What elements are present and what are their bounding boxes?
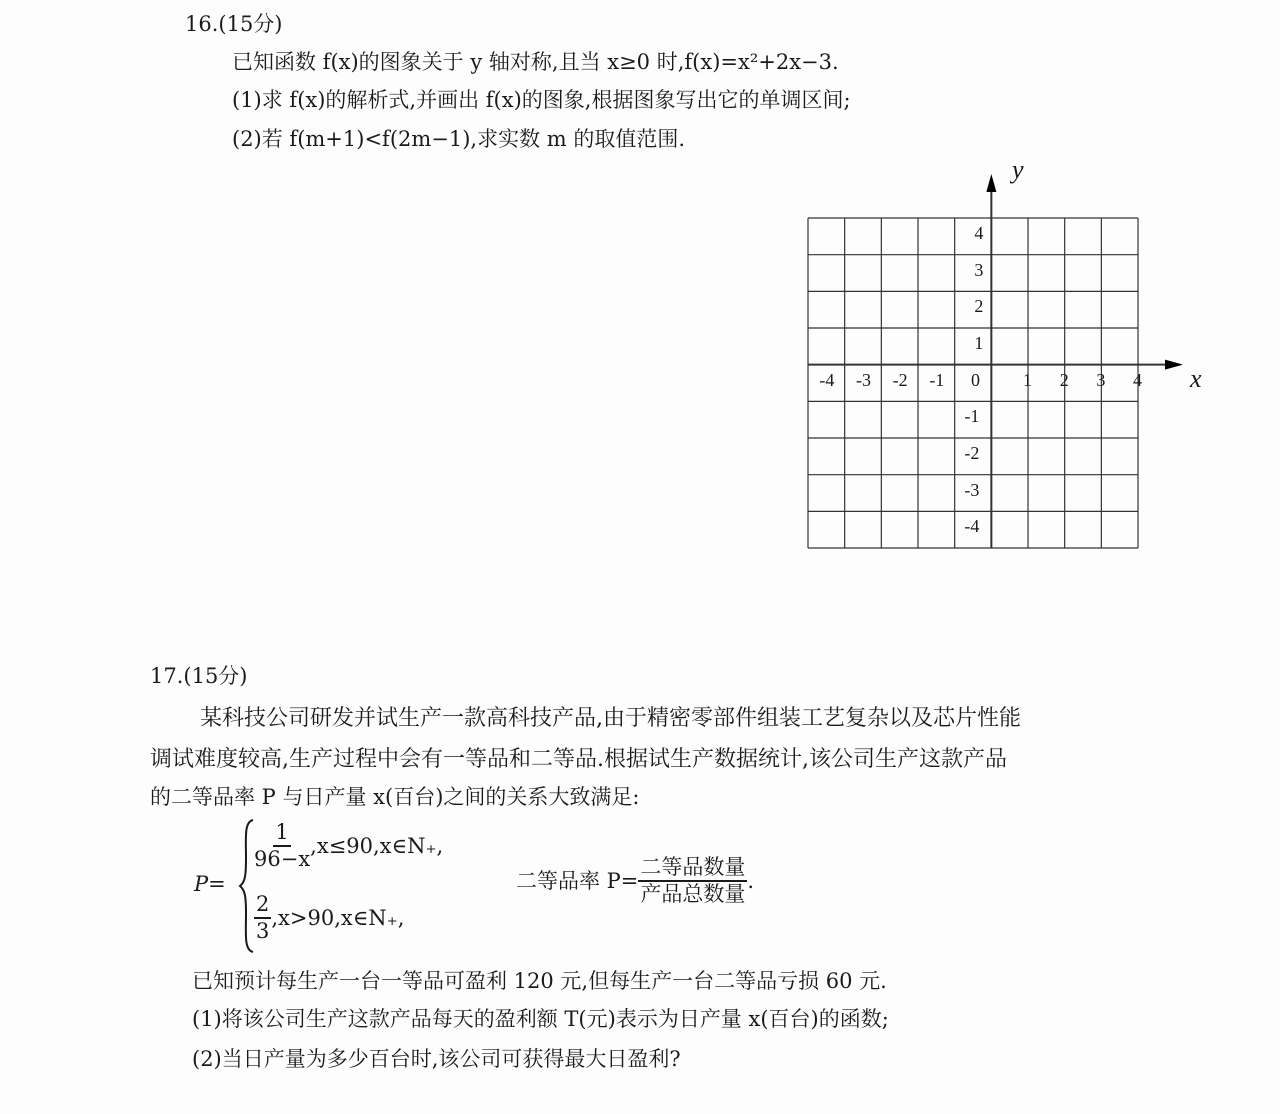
q16-number: 16.(15分) bbox=[185, 12, 283, 36]
q16-part2: (2)若 f(m+1)<f(2m−1),求实数 m 的取值范围. bbox=[232, 127, 686, 151]
y-tick-label: 3 bbox=[974, 259, 984, 280]
q17-number: 17.(15分) bbox=[150, 664, 248, 688]
y-tick-label: 1 bbox=[974, 333, 984, 353]
y-axis-label: y bbox=[1012, 155, 1024, 184]
x-tick-label: 1 bbox=[1023, 369, 1033, 390]
x-axis-arrow-icon bbox=[1165, 360, 1183, 370]
case-2 bbox=[254, 894, 404, 942]
y-axis-arrow-icon bbox=[986, 174, 996, 192]
case1-denominator: 96−x bbox=[254, 847, 311, 871]
q17-part1: (1)将该公司生产这款产品每天的盈利额 T(元)表示为日产量 x(百台)的函数; bbox=[192, 1007, 889, 1031]
origin-label: 0 bbox=[971, 370, 980, 390]
formula-lhs: P= bbox=[194, 872, 226, 896]
q17-line4: 已知预计每生产一台一等品可盈利 120 元,但每生产一台二等品亏损 60 元. bbox=[192, 969, 887, 993]
q17-part2: (2)当日产量为多少百台时,该公司可获得最大日盈利? bbox=[192, 1047, 681, 1071]
rate-label: 二等品率 P= bbox=[516, 868, 639, 893]
q16-part1: (1)求 f(x)的解析式,并画出 f(x)的图象,根据图象写出它的单调区间; bbox=[232, 88, 851, 112]
rate-numerator: 二等品数量 bbox=[638, 857, 747, 882]
case2-numerator: 2 bbox=[254, 894, 271, 919]
x-tick-label: -2 bbox=[892, 369, 908, 390]
x-tick-label: 4 bbox=[1133, 369, 1143, 390]
x-tick-label: -3 bbox=[856, 369, 871, 390]
case1-numerator: 1 bbox=[273, 822, 290, 847]
case2-denominator: 3 bbox=[256, 919, 270, 943]
rate-period: . bbox=[747, 868, 755, 893]
q17-line3: 的二等品率 P 与日产量 x(百台)之间的关系大致满足: bbox=[150, 785, 640, 809]
x-axis-label: x bbox=[1190, 364, 1202, 393]
y-tick-label: 2 bbox=[974, 296, 984, 317]
x-tick-label: 3 bbox=[1096, 369, 1106, 390]
x-tick-label: -1 bbox=[929, 369, 945, 390]
case1-condition: ,x≤90,x∈N₊, bbox=[310, 833, 444, 858]
x-tick-label: -4 bbox=[819, 369, 835, 390]
y-tick-label: -3 bbox=[964, 479, 980, 500]
case2-condition: ,x>90,x∈N₊, bbox=[271, 905, 405, 930]
case-1 bbox=[254, 822, 443, 870]
y-tick-label: 4 bbox=[974, 223, 984, 243]
y-tick-label: -1 bbox=[964, 406, 980, 427]
rate-definition bbox=[516, 857, 754, 905]
y-tick-label: -2 bbox=[964, 443, 980, 464]
q17-line2: 调试难度较高,生产过程中会有一等品和二等品.根据试生产数据统计,该公司生产这款产品 bbox=[150, 747, 1007, 772]
x-tick-label: 2 bbox=[1059, 369, 1069, 390]
q17-line1: 某科技公司研发并试生产一款高科技产品,由于精密零部件组装工艺复杂以及芯片性能 bbox=[200, 706, 1021, 731]
y-tick-label: -4 bbox=[964, 516, 980, 537]
rate-denominator: 产品总数量 bbox=[640, 882, 746, 906]
q16-stem: 已知函数 f(x)的图象关于 y 轴对称,且当 x≥0 时,f(x)=x²+2x−3. bbox=[232, 50, 839, 74]
